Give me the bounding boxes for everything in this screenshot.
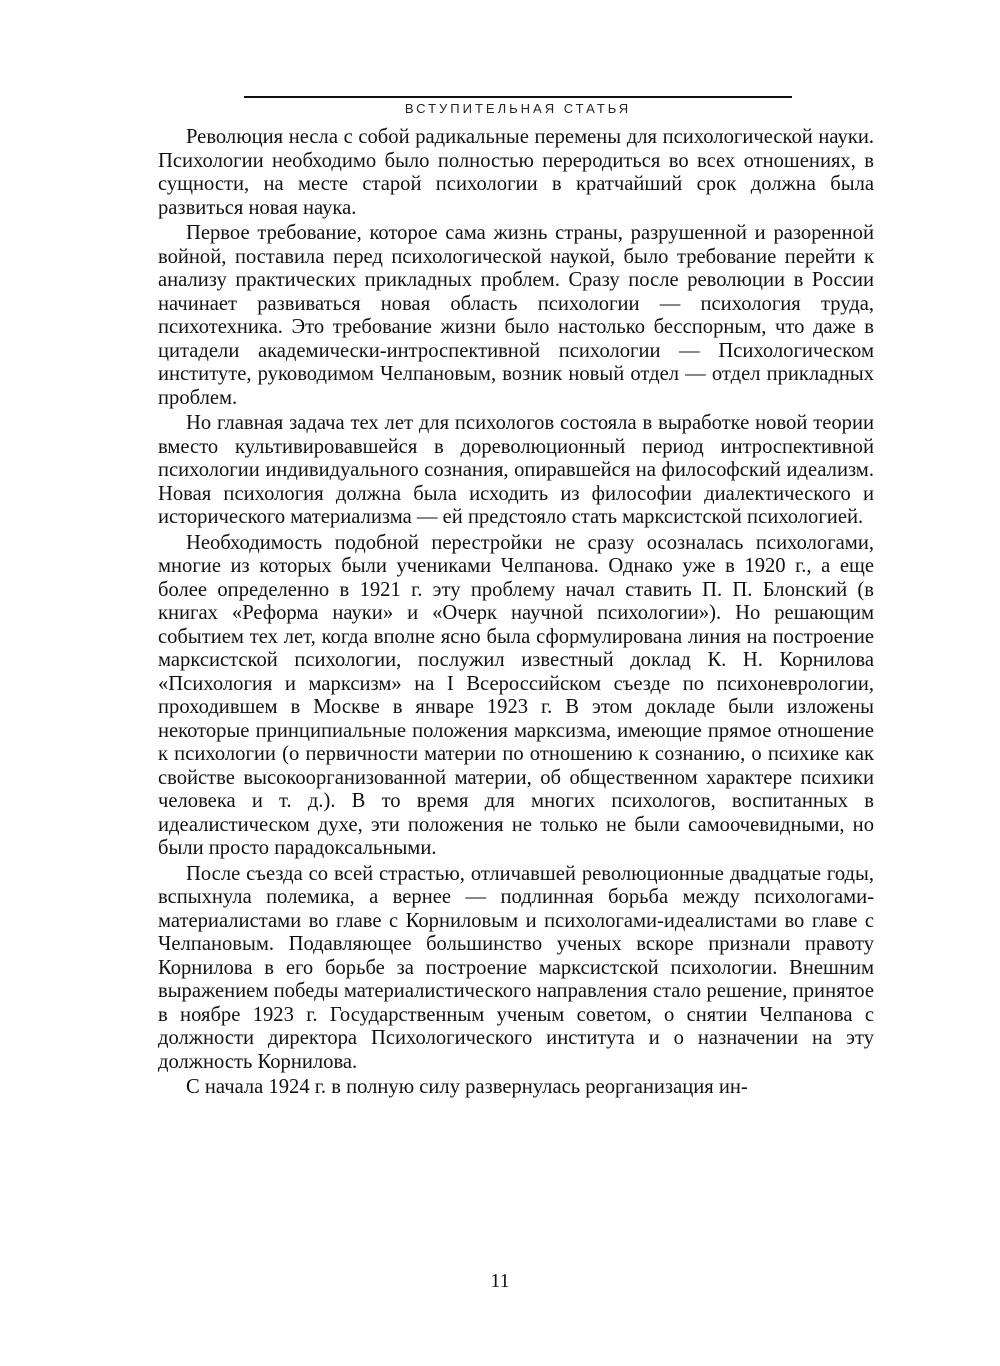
paragraph-2: Первое требование, которое сама жизнь страны, разрушенной и разоренной войной, поставила перед психологической наукой, было требование перейти к анализу практических прикладных проблем. Сразу после революции в России начинает развиваться новая область психологии — психология труда, психотехника. Это требование жизни было настолько бесспорным, что даже в цитадели академически-интроспективной психологии — Психологическом институте, руководимом Челпановым, возник новый отдел — отдел прикладных проблем. (158, 222, 874, 409)
header-rule (244, 96, 792, 98)
paragraph-3: Но главная задача тех лет для психологов состояла в выработке новой теории вместо культивировавшейся в дореволюционный период интроспективной психологии индивидуального сознания, опиравшейся на философский идеализм. Новая психология должна была исходить из философии диалектического и исторического материализма — ей предстояло стать марксистской психологией. (158, 412, 874, 528)
paragraph-1: Революция несла с собой радикальные перемены для психологической науки. Психологии необходимо было полностью переродиться во всех отношениях, в сущности, на месте старой психологии в кратчайший срок должна была развиться новая наука. (158, 126, 874, 219)
page-number: 11 (490, 1270, 510, 1292)
paragraph-6: С начала 1924 г. в полную силу развернулась реорганизация ин- (186, 1076, 748, 1098)
body-text (158, 126, 874, 1102)
paragraph-4: Необходимость подобной перестройки не сразу осозналась психологами, многие из которых были учениками Челпанова. Однако уже в 1920 г., а еще более определенно в 1921 г. эту проблему начал ставить П. П. Блонский (в книгах «Реформа науки» и «Очерк научной психологии»). Но решающим событием тех лет, когда вполне ясно была сформулирована линия на построение марксистской психологии, послужил известный доклад К. Н. Корнилова «Психология и марксизм» на I Всероссийском съезде по психоневрологии, проходившем в Москве в январе 1923 г. В этом докладе были изложены некоторые принципиальные положения марксизма, имеющие прямое отношение к психологии (о первичности материи по отношению к сознанию, о психике как свойстве высокоорганизованной материи, об общественном характере психики человека и т. д.). В то время для многих психологов, воспитанных в идеалистическом духе, эти положения не только не были самоочевидными, но были просто парадоксальными. (158, 531, 874, 859)
paragraph-5: После съезда со всей страстью, отличавшей революционные двадцатые годы, вспыхнула полемика, а вернее — подлинная борьба между психологами-материалистами во главе с Корниловым и психологами-идеалистами во главе с Челпановым. Подавляющее большинство ученых вскоре признали правоту Корнилова в его борьбе за построение марксистской психологии. Внешним выражением победы материалистического направления стало решение, принятое в ноябре 1923 г. Государственным ученым советом, о снятии Челпанова с должности директора Психологического института и о назначении на эту должность Корнилова. (158, 862, 874, 1073)
running-head: ВСТУПИТЕЛЬНАЯ СТАТЬЯ (404, 101, 632, 116)
